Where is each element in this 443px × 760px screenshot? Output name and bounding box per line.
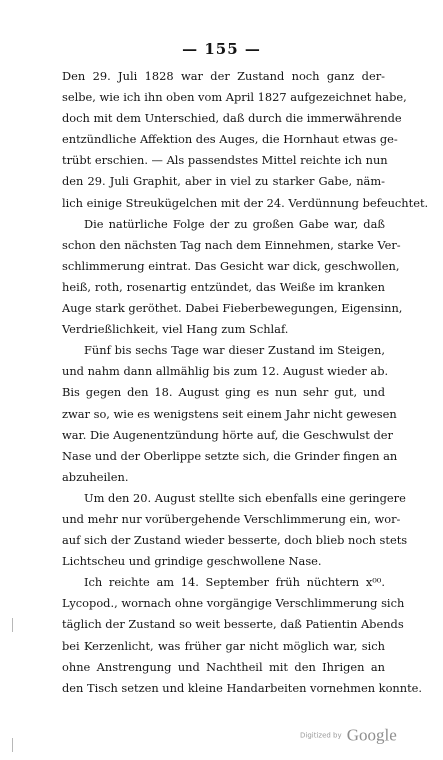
- paragraph-1: [62, 66, 429, 214]
- digitized-label: Digitized by: [300, 731, 342, 740]
- body-text: [62, 66, 429, 699]
- page-number: — 155 —: [182, 40, 261, 58]
- text-line: bei Kerzenlicht, was früher gar nicht möglich war, sich: [62, 638, 385, 653]
- text-line: Nase und der Oberlippe setzte sich, die Grinder fingen an: [62, 448, 398, 463]
- text-line: heiß, roth, rosenartig entzündet, das Weiße im kranken: [62, 279, 385, 294]
- text-line: den Tisch setzen und kleine Handarbeiten vornehmen konnte.: [62, 680, 423, 695]
- text-line: war. Die Augenentzündung hörte auf, die Geschwulst der: [62, 427, 393, 442]
- text-line: den 29. Juli Graphit, aber in viel zu starker Gabe, näm-: [62, 174, 385, 189]
- text-line: Ich reichte am 14. September früh nüchtern x⁰⁰.: [84, 575, 385, 590]
- digitized-watermark: [300, 725, 397, 746]
- text-line: entzündliche Affektion des Auges, die Hornhaut etwas ge-: [62, 132, 398, 147]
- text-line: trübt erschien. — Als passendstes Mittel reichte ich nun: [62, 153, 388, 168]
- text-line: zwar so, wie es wenigstens seit einem Jahr nicht gewesen: [62, 406, 397, 421]
- text-line: Auge stark geröthet. Dabei Fieberbewegungen, Eigensinn,: [62, 301, 403, 316]
- text-line: täglich der Zustand so weit besserte, daß Patientin Abends: [62, 617, 404, 632]
- text-line: Lycopod., wornach ohne vorgängige Verschlimmerung sich: [62, 596, 405, 611]
- text-line: abzuheilen.: [62, 469, 129, 484]
- text-line: auf sich der Zustand wieder besserte, doch blieb noch stets: [62, 533, 408, 548]
- text-line: schlimmerung eintrat. Das Gesicht war dick, geschwollen,: [62, 258, 400, 273]
- paragraph-5: [62, 572, 423, 699]
- text-line: Lichtscheu und grindige geschwollene Nase.: [62, 554, 322, 569]
- text-line: selbe, wie ich ihn oben vom April 1827 aufgezeichnet habe,: [62, 90, 407, 105]
- text-line: schon den nächsten Tag nach dem Einnehmen, starke Ver-: [62, 237, 401, 252]
- text-line: Verdrießlichkeit, viel Hang zum Schlaf.: [62, 322, 289, 337]
- paragraph-4: [62, 488, 408, 572]
- text-line: lich einige Streukügelchen mit der 24. Verdünnung befeuchtet.: [62, 195, 429, 210]
- text-line: Die natürliche Folge der zu großen Gabe war, daß: [84, 216, 385, 231]
- text-line: und nahm dann allmählig bis zum 12. August wieder ab.: [62, 364, 389, 379]
- text-line: Um den 20. August stellte sich ebenfalls eine geringere: [84, 490, 406, 505]
- scan-edge-mark: [12, 618, 13, 632]
- text-line: doch mit dem Unterschied, daß durch die immerwährende: [62, 111, 402, 126]
- text-line: Den 29. Juli 1828 war der Zustand noch ganz der-: [62, 69, 385, 83]
- text-line: Bis gegen den 18. August ging es nun sehr gut, und: [62, 385, 385, 400]
- paragraph-3: [62, 340, 398, 488]
- google-logo: Google: [346, 725, 397, 745]
- text-line: Fünf bis sechs Tage war dieser Zustand im Steigen,: [84, 343, 385, 358]
- scan-edge-mark: [12, 738, 13, 752]
- text-line: ohne Anstrengung und Nachtheil mit den Ihrigen an: [62, 659, 385, 674]
- paragraph-2: [62, 214, 403, 341]
- text-line: und mehr nur vorübergehende Verschlimmerung ein, wor-: [62, 511, 401, 526]
